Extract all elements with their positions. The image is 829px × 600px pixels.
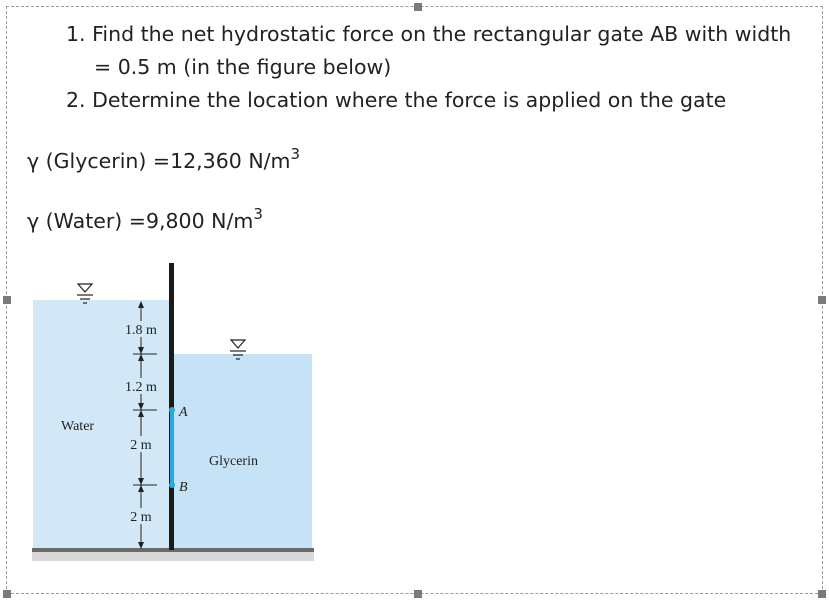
water-specific-weight	[27, 205, 263, 234]
question-1-number: 1.	[66, 22, 86, 46]
resize-handle-bottom-right[interactable]	[818, 590, 826, 598]
question-list	[66, 18, 791, 117]
dimension-2m-gate: 2 m	[130, 438, 152, 453]
glycerin-weight-value: (Glycerin) =12,360 N/m	[45, 149, 291, 173]
separating-wall	[169, 263, 174, 550]
resize-handle-bottom-left[interactable]	[3, 590, 11, 598]
water-unit-exponent: 3	[253, 205, 263, 223]
gate-diagram	[30, 260, 320, 575]
question-2-text: Determine the location where the force is applied on the gate	[92, 88, 727, 112]
gamma-symbol: γ	[27, 209, 40, 233]
glycerin-specific-weight	[27, 145, 301, 174]
water-weight-value: (Water) =9,800 N/m	[45, 209, 254, 233]
gate-hinge-a	[169, 407, 175, 413]
question-1-continuation	[66, 51, 791, 84]
gate-figure	[30, 260, 320, 579]
question-2	[66, 84, 791, 117]
glycerin-unit-exponent: 3	[290, 145, 301, 163]
gate-ab	[170, 410, 174, 485]
water-label: Water	[61, 419, 95, 434]
point-b-label: B	[179, 480, 188, 495]
dimension-1-2m: 1.2 m	[125, 380, 157, 395]
resize-handle-bottom[interactable]	[414, 590, 422, 598]
gate-end-b	[169, 482, 175, 488]
resize-handle-right[interactable]	[818, 296, 826, 304]
resize-handle-top[interactable]	[414, 3, 422, 11]
question-1-text-2: = 0.5 m (in the figure below)	[94, 55, 392, 79]
dimension-2m-bottom: 2 m	[130, 510, 152, 525]
point-a-label: A	[179, 405, 188, 420]
glycerin-region	[174, 354, 312, 550]
question-1	[66, 18, 791, 51]
gamma-symbol: γ	[27, 149, 40, 173]
ground-shadow	[32, 552, 314, 561]
question-1-text: Find the net hydrostatic force on the rectangular gate AB with width	[92, 22, 792, 46]
question-2-number: 2.	[66, 88, 86, 112]
glycerin-label: Glycerin	[209, 454, 258, 469]
resize-handle-left[interactable]	[3, 296, 11, 304]
dimension-1-8m: 1.8 m	[125, 323, 157, 338]
